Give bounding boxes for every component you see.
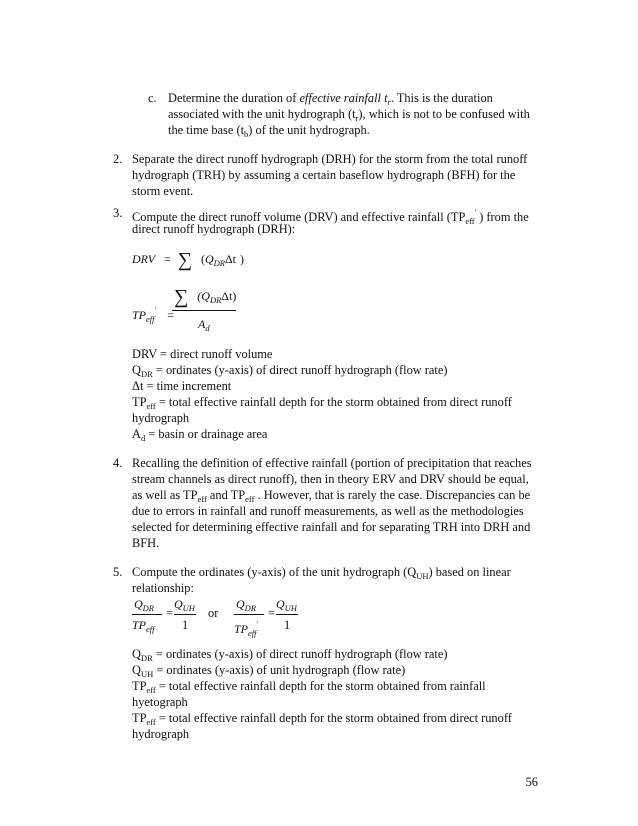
- item-2-line-1: Separate the direct runoff hydrograph (DRH) for the storm from the total runoff: [132, 152, 528, 166]
- definition-tpeff-line-1: $TP_{eff}$ = total effective rainfall depth for the storm obtained from direct runoff: [132, 395, 512, 411]
- item-c-line-3: the time base $(t_b)$ of the unit hydrograph.: [168, 123, 370, 139]
- equation-tpeff-denominator: $A_d$: [198, 317, 210, 333]
- item-4-line-1: Recalling the definition of effective rainfall (portion of precipitation that reaches: [132, 456, 532, 470]
- eq3-right-denominator: $TP_{eff}'$: [234, 620, 259, 638]
- item-2-marker: 2.: [113, 152, 123, 166]
- eq3-mid-numerator: $Q_{UH}$: [174, 597, 195, 613]
- item-2-line-3: storm event.: [132, 184, 194, 198]
- eq3-right-fraction-bar: [234, 614, 264, 615]
- definition-tpeff-rainfall: $TP_{eff}$ = total effective rainfall depth for the storm obtained from rainfall: [132, 679, 486, 695]
- equation-tpeff-lhs: $TP_{eff}'$ =: [132, 306, 175, 324]
- definition-ad: $A_d = basin$ or drainage area: [132, 427, 268, 443]
- eq3-mid-fraction-bar: [174, 614, 196, 615]
- definition-hyetograph: hyetograph: [132, 695, 188, 709]
- item-4-marker: 4.: [113, 456, 123, 470]
- definition-quh: $Q_{UH}$ = ordinates (y-axis) of unit hydrograph (flow rate): [132, 663, 406, 679]
- eq3-last-numerator: $Q_{UH}$: [276, 597, 297, 613]
- item-4-line-5: selected for determining effective rainfall and for separating TRH into DRH and: [132, 520, 531, 534]
- item-c-marker: c.: [148, 91, 157, 105]
- definition-drv: DRV = direct runoff volume: [132, 347, 273, 361]
- definition-tpeff-runoff: $TP_{eff}$ = total effective rainfall depth for the storm obtained from direct runoff: [132, 711, 512, 727]
- item-5-marker: 5.: [113, 565, 123, 579]
- eq3-last-denominator: 1: [284, 618, 291, 632]
- definition-delta-t: Δt = time increment: [132, 379, 232, 393]
- eq3-equals-1: =: [166, 606, 173, 620]
- item-4-line-2: stream channels as direct runoff), then in theory ERV and DRV should be equal,: [132, 472, 529, 486]
- eq3-left-numerator: $Q_{DR}$: [134, 597, 155, 613]
- item-2-line-2: hydrograph (TRH) by assuming a certain baseflow hydrograph (BFH) for the: [132, 168, 516, 182]
- definition-tpeff-line-2: hydrograph: [132, 411, 190, 425]
- item-4-line-4: due to errors in rainfall and runoff measurements, as well as the methodologies: [132, 504, 524, 518]
- eq3-equals-2: =: [268, 606, 275, 620]
- item-c-line-1: Determine the duration of effective rainfall $t_r$. This is the duration: [168, 91, 493, 107]
- eq3-mid-denominator: 1: [182, 618, 189, 632]
- item-5-line-1: Compute the ordinates (y-axis) of the unit hydrograph $(Q_{UH})$ based on linear: [132, 565, 511, 581]
- definition-qdr-2: $Q_{DR}$ = ordinates (y-axis) of direct runoff hydrograph (flow rate): [132, 647, 448, 663]
- item-4-line-3: as well as $TP_{eff}$ and $TP_{eff}$ . However, that is rarely the case. Discrepancies can be: [132, 488, 531, 504]
- equation-tpeff-numerator: ∑ $(Q_{DR}\Delta t)$: [174, 286, 237, 308]
- item-3-line-2: direct runoff hydrograph (DRH):: [132, 222, 296, 236]
- eq3-left-fraction-bar: [132, 614, 162, 615]
- item-3-line-1: Compute the direct runoff volume (DRV) and effective rainfall ($TP_{eff}'$ ) from the: [132, 208, 529, 226]
- equation-drv: DRV = ∑ ($Q_{DR}\Delta t$ ): [132, 249, 245, 271]
- eq3-left-denominator: $TP_{eff}$: [132, 618, 155, 634]
- definition-hydrograph: hydrograph: [132, 727, 190, 741]
- eq3-or: or: [208, 606, 219, 620]
- item-5-line-2: relationship:: [132, 581, 194, 595]
- item-4-line-6: BFH.: [132, 536, 160, 550]
- eq3-last-fraction-bar: [276, 614, 298, 615]
- item-c-line-2: associated with the unit hydrograph $(t_r)$, which is not to be confused with: [168, 107, 530, 123]
- equation-tpeff-fraction-bar: [172, 310, 236, 311]
- eq3-right-numerator: $Q_{DR}$: [236, 597, 257, 613]
- item-3-marker: 3.: [113, 206, 123, 220]
- page-number: 56: [525, 775, 538, 789]
- definition-qdr: $Q_{DR}$ = ordinates (y-axis) of direct runoff hydrograph (flow rate): [132, 363, 448, 379]
